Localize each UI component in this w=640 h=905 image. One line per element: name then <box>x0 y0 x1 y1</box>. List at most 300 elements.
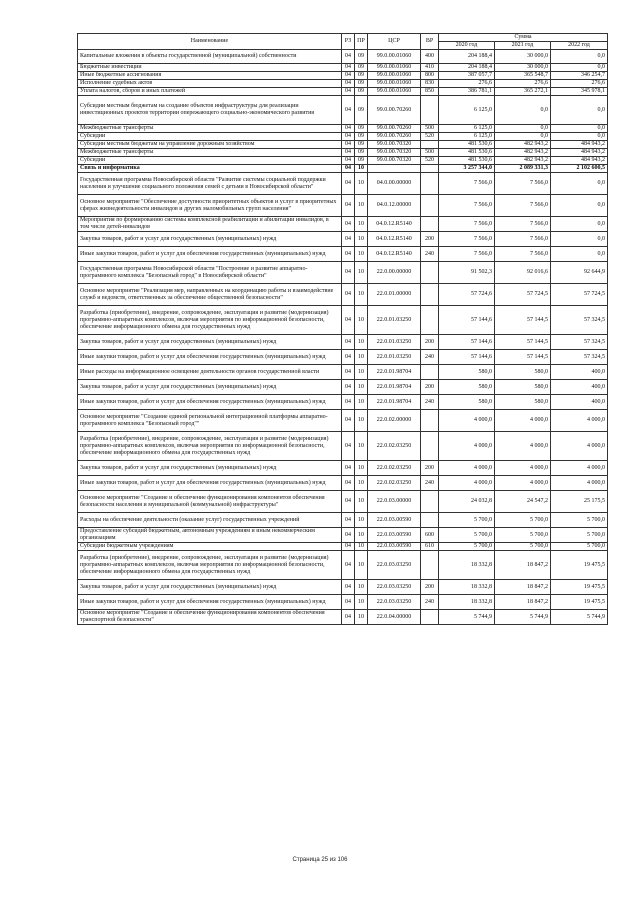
cell-vr <box>421 513 439 528</box>
table-row <box>78 247 608 262</box>
cell-csr: 22.0.03.00000 <box>368 491 421 513</box>
cell-2021: 482 943,2 <box>495 141 551 149</box>
cell-pr: 10 <box>355 380 368 395</box>
cell-2022: 4 000,0 <box>551 410 608 432</box>
cell-2022: 400,0 <box>551 380 608 395</box>
cell-pr: 10 <box>355 217 368 232</box>
cell-rz: 04 <box>342 149 355 157</box>
cell-name: Капитальные вложения в объекты государственной (муниципальной) собственности <box>78 50 342 64</box>
table-row <box>78 149 608 157</box>
cell-pr: 10 <box>355 610 368 625</box>
cell-2020: 204 188,4 <box>439 50 495 64</box>
cell-vr <box>421 365 439 380</box>
cell-csr: 22.0.03.00590 <box>368 543 421 551</box>
cell-name: Государственная программа Новосибирской области "Развитие системы социальной поддержки населения и улучшение социального положения семей с детьми в Новосибирской области" <box>78 173 342 195</box>
cell-rz: 04 <box>342 64 355 72</box>
cell-pr: 09 <box>355 64 368 72</box>
cell-2020: 580,0 <box>439 395 495 410</box>
cell-name: Закупка товаров, работ и услуг для государственных (муниципальных) нужд <box>78 380 342 395</box>
cell-pr: 10 <box>355 335 368 350</box>
cell-rz: 04 <box>342 551 355 580</box>
cell-2021: 57 144,5 <box>495 306 551 335</box>
table-row <box>78 610 608 625</box>
cell-name: Закупка товаров, работ и услуг для государственных (муниципальных) нужд <box>78 461 342 476</box>
cell-2021: 30 000,0 <box>495 50 551 64</box>
cell-csr: 99.0.00.70320 <box>368 157 421 165</box>
cell-2021: 5 744,9 <box>495 610 551 625</box>
cell-2022: 25 175,5 <box>551 491 608 513</box>
cell-2021: 482 943,2 <box>495 149 551 157</box>
cell-pr: 10 <box>355 306 368 335</box>
cell-csr: 04.0.12.R5140 <box>368 247 421 262</box>
cell-2020: 18 332,8 <box>439 580 495 595</box>
cell-vr: 200 <box>421 335 439 350</box>
cell-2020: 580,0 <box>439 380 495 395</box>
cell-rz: 04 <box>342 461 355 476</box>
cell-2021: 7 566,0 <box>495 195 551 217</box>
cell-2021: 0,0 <box>495 96 551 125</box>
cell-2021: 5 700,0 <box>495 543 551 551</box>
cell-pr: 10 <box>355 350 368 365</box>
table-row <box>78 88 608 96</box>
table-row <box>78 395 608 410</box>
cell-pr: 10 <box>355 595 368 610</box>
cell-pr: 10 <box>355 262 368 284</box>
cell-name: Межбюджетные трансферты <box>78 149 342 157</box>
cell-rz: 04 <box>342 72 355 80</box>
cell-vr <box>421 284 439 306</box>
cell-2021: 0,0 <box>495 133 551 141</box>
cell-pr: 10 <box>355 476 368 491</box>
header-vr: ВР <box>421 34 439 50</box>
table-row <box>78 491 608 513</box>
cell-2021: 5 700,0 <box>495 528 551 543</box>
cell-2020: 386 781,1 <box>439 88 495 96</box>
cell-csr: 22.0.03.03250 <box>368 595 421 610</box>
cell-rz: 04 <box>342 350 355 365</box>
cell-2022: 484 943,2 <box>551 141 608 149</box>
cell-vr: 800 <box>421 72 439 80</box>
cell-vr: 200 <box>421 580 439 595</box>
cell-csr: 22.0.02.03250 <box>368 476 421 491</box>
cell-csr: 99.0.00.01060 <box>368 72 421 80</box>
cell-name: Иные расходы на информационное освещение деятельности органов государственной власти <box>78 365 342 380</box>
cell-csr: 99.0.00.70320 <box>368 141 421 149</box>
cell-name: Иные бюджетные ассигнования <box>78 72 342 80</box>
cell-pr: 09 <box>355 149 368 157</box>
cell-rz: 04 <box>342 395 355 410</box>
cell-vr: 240 <box>421 247 439 262</box>
cell-2020: 7 566,0 <box>439 173 495 195</box>
cell-2022: 0,0 <box>551 96 608 125</box>
cell-2021: 4 000,0 <box>495 476 551 491</box>
cell-2021: 365 272,1 <box>495 88 551 96</box>
cell-2020: 91 502,3 <box>439 262 495 284</box>
cell-csr: 22.0.02.03250 <box>368 432 421 461</box>
cell-csr: 04.0.00.00000 <box>368 173 421 195</box>
cell-2021: 580,0 <box>495 380 551 395</box>
cell-2022: 57 724,5 <box>551 284 608 306</box>
table-row <box>78 410 608 432</box>
cell-2022: 5 700,0 <box>551 528 608 543</box>
cell-csr: 99.0.00.70260 <box>368 125 421 133</box>
table-row <box>78 141 608 149</box>
cell-rz: 04 <box>342 306 355 335</box>
cell-pr: 09 <box>355 96 368 125</box>
cell-pr: 09 <box>355 80 368 88</box>
cell-rz: 04 <box>342 173 355 195</box>
cell-rz: 04 <box>342 476 355 491</box>
cell-2021: 7 566,0 <box>495 247 551 262</box>
table-row <box>78 133 608 141</box>
cell-2020: 481 530,6 <box>439 157 495 165</box>
cell-rz: 04 <box>342 125 355 133</box>
cell-csr: 99.0.00.70260 <box>368 133 421 141</box>
header-csr: ЦСР <box>368 34 421 50</box>
table-row <box>78 284 608 306</box>
cell-2021: 30 000,0 <box>495 64 551 72</box>
cell-2020: 5 744,9 <box>439 610 495 625</box>
cell-2020: 7 566,0 <box>439 217 495 232</box>
cell-2021: 7 566,0 <box>495 173 551 195</box>
header-name: Наименование <box>78 34 342 50</box>
cell-name: Основное мероприятие "Реализация мер, направленных на координацию работы и взаимодействие служб и ведомств, ответственных за обеспечение общественной безопасности" <box>78 284 342 306</box>
cell-pr: 10 <box>355 247 368 262</box>
cell-2022: 5 744,9 <box>551 610 608 625</box>
cell-vr: 240 <box>421 350 439 365</box>
table-row <box>78 543 608 551</box>
cell-name: Иные закупки товаров, работ и услуг для обеспечения государственных (муниципальных) нужд <box>78 395 342 410</box>
cell-csr: 22.0.01.00000 <box>368 284 421 306</box>
cell-2022: 0,0 <box>551 133 608 141</box>
cell-2020: 276,6 <box>439 80 495 88</box>
cell-pr: 09 <box>355 157 368 165</box>
cell-2022: 4 000,0 <box>551 432 608 461</box>
cell-vr <box>421 195 439 217</box>
cell-pr: 10 <box>355 513 368 528</box>
cell-name: Субсидии бюджетным учреждениям <box>78 543 342 551</box>
cell-vr: 400 <box>421 50 439 64</box>
cell-rz: 04 <box>342 88 355 96</box>
cell-2020: 481 530,6 <box>439 149 495 157</box>
cell-2020: 6 125,0 <box>439 125 495 133</box>
header-sum: Сумма <box>439 34 608 42</box>
cell-vr: 200 <box>421 380 439 395</box>
cell-2020: 5 700,0 <box>439 543 495 551</box>
cell-rz: 04 <box>342 513 355 528</box>
cell-vr <box>421 551 439 580</box>
cell-name: Основное мероприятие "Создание и обеспечение функционирования компонентов обеспечения транспортной безопасности" <box>78 610 342 625</box>
cell-pr: 10 <box>355 528 368 543</box>
cell-name: Основное мероприятие "Создание единой региональной интеграционной платформы аппаратно-программного комплекса "Безопасный город"" <box>78 410 342 432</box>
cell-2020: 580,0 <box>439 365 495 380</box>
cell-csr: 22.0.03.03250 <box>368 551 421 580</box>
cell-csr: 99.0.00.01060 <box>368 80 421 88</box>
cell-rz: 04 <box>342 133 355 141</box>
cell-pr: 10 <box>355 543 368 551</box>
cell-rz: 04 <box>342 595 355 610</box>
cell-2022: 19 475,5 <box>551 595 608 610</box>
cell-csr: 04.0.12.R5140 <box>368 217 421 232</box>
cell-name: Разработка (приобретение), внедрение, сопровождение, эксплуатация и развитие (модернизация) программно-аппаратных комплексов, включая мероприятия по информационной безопасности, обеспечение информационного обмена для государственных нужд <box>78 306 342 335</box>
cell-pr: 10 <box>355 395 368 410</box>
table-body <box>78 50 608 625</box>
cell-csr: 22.0.00.00000 <box>368 262 421 284</box>
table-row <box>78 476 608 491</box>
cell-2021: 5 700,0 <box>495 513 551 528</box>
cell-rz: 04 <box>342 50 355 64</box>
cell-csr: 22.0.01.03250 <box>368 350 421 365</box>
cell-2022: 276,6 <box>551 80 608 88</box>
cell-csr: 22.0.01.98704 <box>368 395 421 410</box>
cell-2021: 18 847,2 <box>495 551 551 580</box>
cell-vr: 520 <box>421 133 439 141</box>
cell-2021: 92 016,6 <box>495 262 551 284</box>
cell-2022: 57 324,5 <box>551 306 608 335</box>
cell-pr: 10 <box>355 232 368 247</box>
cell-vr: 410 <box>421 64 439 72</box>
cell-2022: 57 324,5 <box>551 335 608 350</box>
cell-name: Закупка товаров, работ и услуг для государственных (муниципальных) нужд <box>78 580 342 595</box>
cell-2022: 400,0 <box>551 395 608 410</box>
cell-2021: 24 547,2 <box>495 491 551 513</box>
table-row <box>78 96 608 125</box>
cell-vr: 200 <box>421 232 439 247</box>
cell-csr: 22.0.03.03250 <box>368 580 421 595</box>
cell-2020: 7 566,0 <box>439 247 495 262</box>
cell-name: Мероприятия по формированию системы комплексной реабилитации и абилитации инвалидов, в том числе детей-инвалидов <box>78 217 342 232</box>
cell-name: Исполнение судебных актов <box>78 80 342 88</box>
cell-name: Закупка товаров, работ и услуг для государственных (муниципальных) нужд <box>78 335 342 350</box>
cell-rz: 04 <box>342 165 355 173</box>
cell-pr: 09 <box>355 88 368 96</box>
cell-vr: 610 <box>421 543 439 551</box>
cell-vr: 240 <box>421 476 439 491</box>
cell-2020: 6 125,0 <box>439 133 495 141</box>
cell-2022: 346 254,7 <box>551 72 608 80</box>
cell-pr: 10 <box>355 410 368 432</box>
cell-2022: 4 000,0 <box>551 476 608 491</box>
cell-2020: 387 057,7 <box>439 72 495 80</box>
cell-pr: 10 <box>355 551 368 580</box>
cell-2020: 481 530,6 <box>439 141 495 149</box>
cell-2020: 57 144,6 <box>439 350 495 365</box>
table-row <box>78 350 608 365</box>
table-row <box>78 513 608 528</box>
cell-2021: 580,0 <box>495 365 551 380</box>
cell-pr: 09 <box>355 133 368 141</box>
table-row <box>78 580 608 595</box>
cell-csr: 22.0.02.00000 <box>368 410 421 432</box>
cell-2021: 4 000,0 <box>495 461 551 476</box>
cell-pr: 10 <box>355 432 368 461</box>
table-row <box>78 232 608 247</box>
cell-rz: 04 <box>342 80 355 88</box>
cell-rz: 04 <box>342 380 355 395</box>
cell-csr: 22.0.01.03250 <box>368 306 421 335</box>
table-row <box>78 461 608 476</box>
cell-csr: 04.0.12.R5140 <box>368 232 421 247</box>
cell-2022: 0,0 <box>551 217 608 232</box>
cell-rz: 04 <box>342 217 355 232</box>
cell-2020: 5 700,0 <box>439 513 495 528</box>
cell-vr: 850 <box>421 88 439 96</box>
cell-name: Субсидии <box>78 157 342 165</box>
cell-vr <box>421 432 439 461</box>
table-row <box>78 157 608 165</box>
cell-vr <box>421 306 439 335</box>
cell-2020: 3 257 344,0 <box>439 165 495 173</box>
cell-2021: 18 847,2 <box>495 595 551 610</box>
cell-rz: 04 <box>342 284 355 306</box>
table-row <box>78 50 608 64</box>
cell-vr: 500 <box>421 125 439 133</box>
cell-csr: 99.0.00.70260 <box>368 96 421 125</box>
cell-2021: 57 724,5 <box>495 284 551 306</box>
cell-2021: 57 144,5 <box>495 335 551 350</box>
cell-rz: 04 <box>342 247 355 262</box>
cell-name: Разработка (приобретение), внедрение, сопровождение, эксплуатация и развитие (модернизация) программно-аппаратных комплексов, включая мероприятия по информационной безопасности, обеспечение информационного обмена для государственных нужд <box>78 551 342 580</box>
cell-rz: 04 <box>342 410 355 432</box>
cell-rz: 04 <box>342 157 355 165</box>
cell-2022: 0,0 <box>551 125 608 133</box>
cell-csr: 99.0.00.01060 <box>368 50 421 64</box>
cell-name: Иные закупки товаров, работ и услуг для обеспечения государственных (муниципальных) нужд <box>78 476 342 491</box>
cell-2022: 92 644,9 <box>551 262 608 284</box>
cell-csr <box>368 165 421 173</box>
cell-name: Иные закупки товаров, работ и услуг для обеспечения государственных (муниципальных) нужд <box>78 247 342 262</box>
cell-2022: 0,0 <box>551 195 608 217</box>
cell-rz: 04 <box>342 610 355 625</box>
cell-vr <box>421 262 439 284</box>
cell-2022: 345 978,1 <box>551 88 608 96</box>
table-row <box>78 595 608 610</box>
cell-2022: 5 700,0 <box>551 543 608 551</box>
cell-2020: 4 000,0 <box>439 432 495 461</box>
cell-vr: 520 <box>421 157 439 165</box>
budget-table-sheet <box>77 33 607 625</box>
table-row <box>78 528 608 543</box>
cell-pr: 10 <box>355 195 368 217</box>
table-row <box>78 551 608 580</box>
cell-csr: 99.0.00.01060 <box>368 88 421 96</box>
cell-name: Субсидии местным бюджетам на управление дорожным хозяйством <box>78 141 342 149</box>
cell-name: Иные закупки товаров, работ и услуг для обеспечения государственных (муниципальных) нужд <box>78 350 342 365</box>
table-row <box>78 262 608 284</box>
cell-vr: 240 <box>421 595 439 610</box>
cell-pr: 10 <box>355 461 368 476</box>
cell-rz: 04 <box>342 491 355 513</box>
table-row <box>78 306 608 335</box>
header-pr: ПР <box>355 34 368 50</box>
cell-2022: 57 324,5 <box>551 350 608 365</box>
cell-2020: 4 000,0 <box>439 410 495 432</box>
cell-rz: 04 <box>342 141 355 149</box>
cell-2020: 4 000,0 <box>439 461 495 476</box>
cell-vr <box>421 610 439 625</box>
cell-rz: 04 <box>342 195 355 217</box>
cell-rz: 04 <box>342 335 355 350</box>
cell-2021: 7 566,0 <box>495 232 551 247</box>
cell-2021: 365 548,7 <box>495 72 551 80</box>
table-row <box>78 432 608 461</box>
cell-name: Бюджетные инвестиции <box>78 64 342 72</box>
cell-pr: 09 <box>355 141 368 149</box>
cell-rz: 04 <box>342 232 355 247</box>
page-footer: Страница 25 из 106 <box>292 857 348 863</box>
cell-2020: 4 000,0 <box>439 476 495 491</box>
cell-2021: 57 144,5 <box>495 350 551 365</box>
table-row <box>78 365 608 380</box>
header-year-2020: 2020 год <box>439 42 495 50</box>
cell-rz: 04 <box>342 543 355 551</box>
cell-2021: 580,0 <box>495 395 551 410</box>
cell-name: Связь и информатика <box>78 165 342 173</box>
header-year-2022: 2022 год <box>551 42 608 50</box>
cell-2021: 7 566,0 <box>495 217 551 232</box>
cell-pr: 10 <box>355 491 368 513</box>
table-row <box>78 165 608 173</box>
cell-name: Основное мероприятие "Создание и обеспечение функционирования компонентов обеспечения безопасности населения и муниципальной (коммунальной) инфраструктуры" <box>78 491 342 513</box>
cell-2022: 4 000,0 <box>551 461 608 476</box>
table-row <box>78 72 608 80</box>
cell-vr: 240 <box>421 395 439 410</box>
table-row <box>78 195 608 217</box>
cell-csr: 22.0.01.98704 <box>368 365 421 380</box>
cell-2022: 0,0 <box>551 173 608 195</box>
cell-pr: 10 <box>355 580 368 595</box>
cell-name: Межбюджетные трансферты <box>78 125 342 133</box>
cell-2022: 19 475,5 <box>551 580 608 595</box>
cell-2022: 5 700,0 <box>551 513 608 528</box>
cell-2021: 482 943,2 <box>495 157 551 165</box>
cell-rz: 04 <box>342 528 355 543</box>
budget-table <box>77 33 608 625</box>
cell-2022: 484 943,2 <box>551 149 608 157</box>
cell-2020: 57 144,6 <box>439 306 495 335</box>
cell-pr: 10 <box>355 284 368 306</box>
cell-rz: 04 <box>342 365 355 380</box>
cell-2020: 7 566,0 <box>439 232 495 247</box>
cell-2021: 18 847,2 <box>495 580 551 595</box>
cell-2022: 0,0 <box>551 247 608 262</box>
cell-name: Уплата налогов, сборов и иных платежей <box>78 88 342 96</box>
cell-csr: 22.0.02.03250 <box>368 461 421 476</box>
cell-pr: 10 <box>355 365 368 380</box>
cell-2020: 18 332,8 <box>439 595 495 610</box>
header-year-2021: 2021 год <box>495 42 551 50</box>
cell-pr: 10 <box>355 173 368 195</box>
cell-2022: 0,0 <box>551 232 608 247</box>
cell-2020: 7 566,0 <box>439 195 495 217</box>
cell-2021: 0,0 <box>495 125 551 133</box>
cell-2022: 19 475,5 <box>551 551 608 580</box>
table-row <box>78 80 608 88</box>
cell-name: Предоставление субсидий бюджетным, автономным учреждениям и иным некоммерческим организациям <box>78 528 342 543</box>
cell-name: Закупка товаров, работ и услуг для государственных (муниципальных) нужд <box>78 232 342 247</box>
cell-2021: 2 089 331,3 <box>495 165 551 173</box>
cell-name: Расходы на обеспечение деятельности (оказание услуг) государственных учреждений <box>78 513 342 528</box>
table-row <box>78 335 608 350</box>
cell-2020: 6 125,0 <box>439 96 495 125</box>
table-row <box>78 173 608 195</box>
cell-2022: 484 943,2 <box>551 157 608 165</box>
cell-csr: 22.0.03.00590 <box>368 513 421 528</box>
cell-vr <box>421 410 439 432</box>
cell-pr: 09 <box>355 72 368 80</box>
table-row <box>78 125 608 133</box>
cell-pr: 10 <box>355 165 368 173</box>
